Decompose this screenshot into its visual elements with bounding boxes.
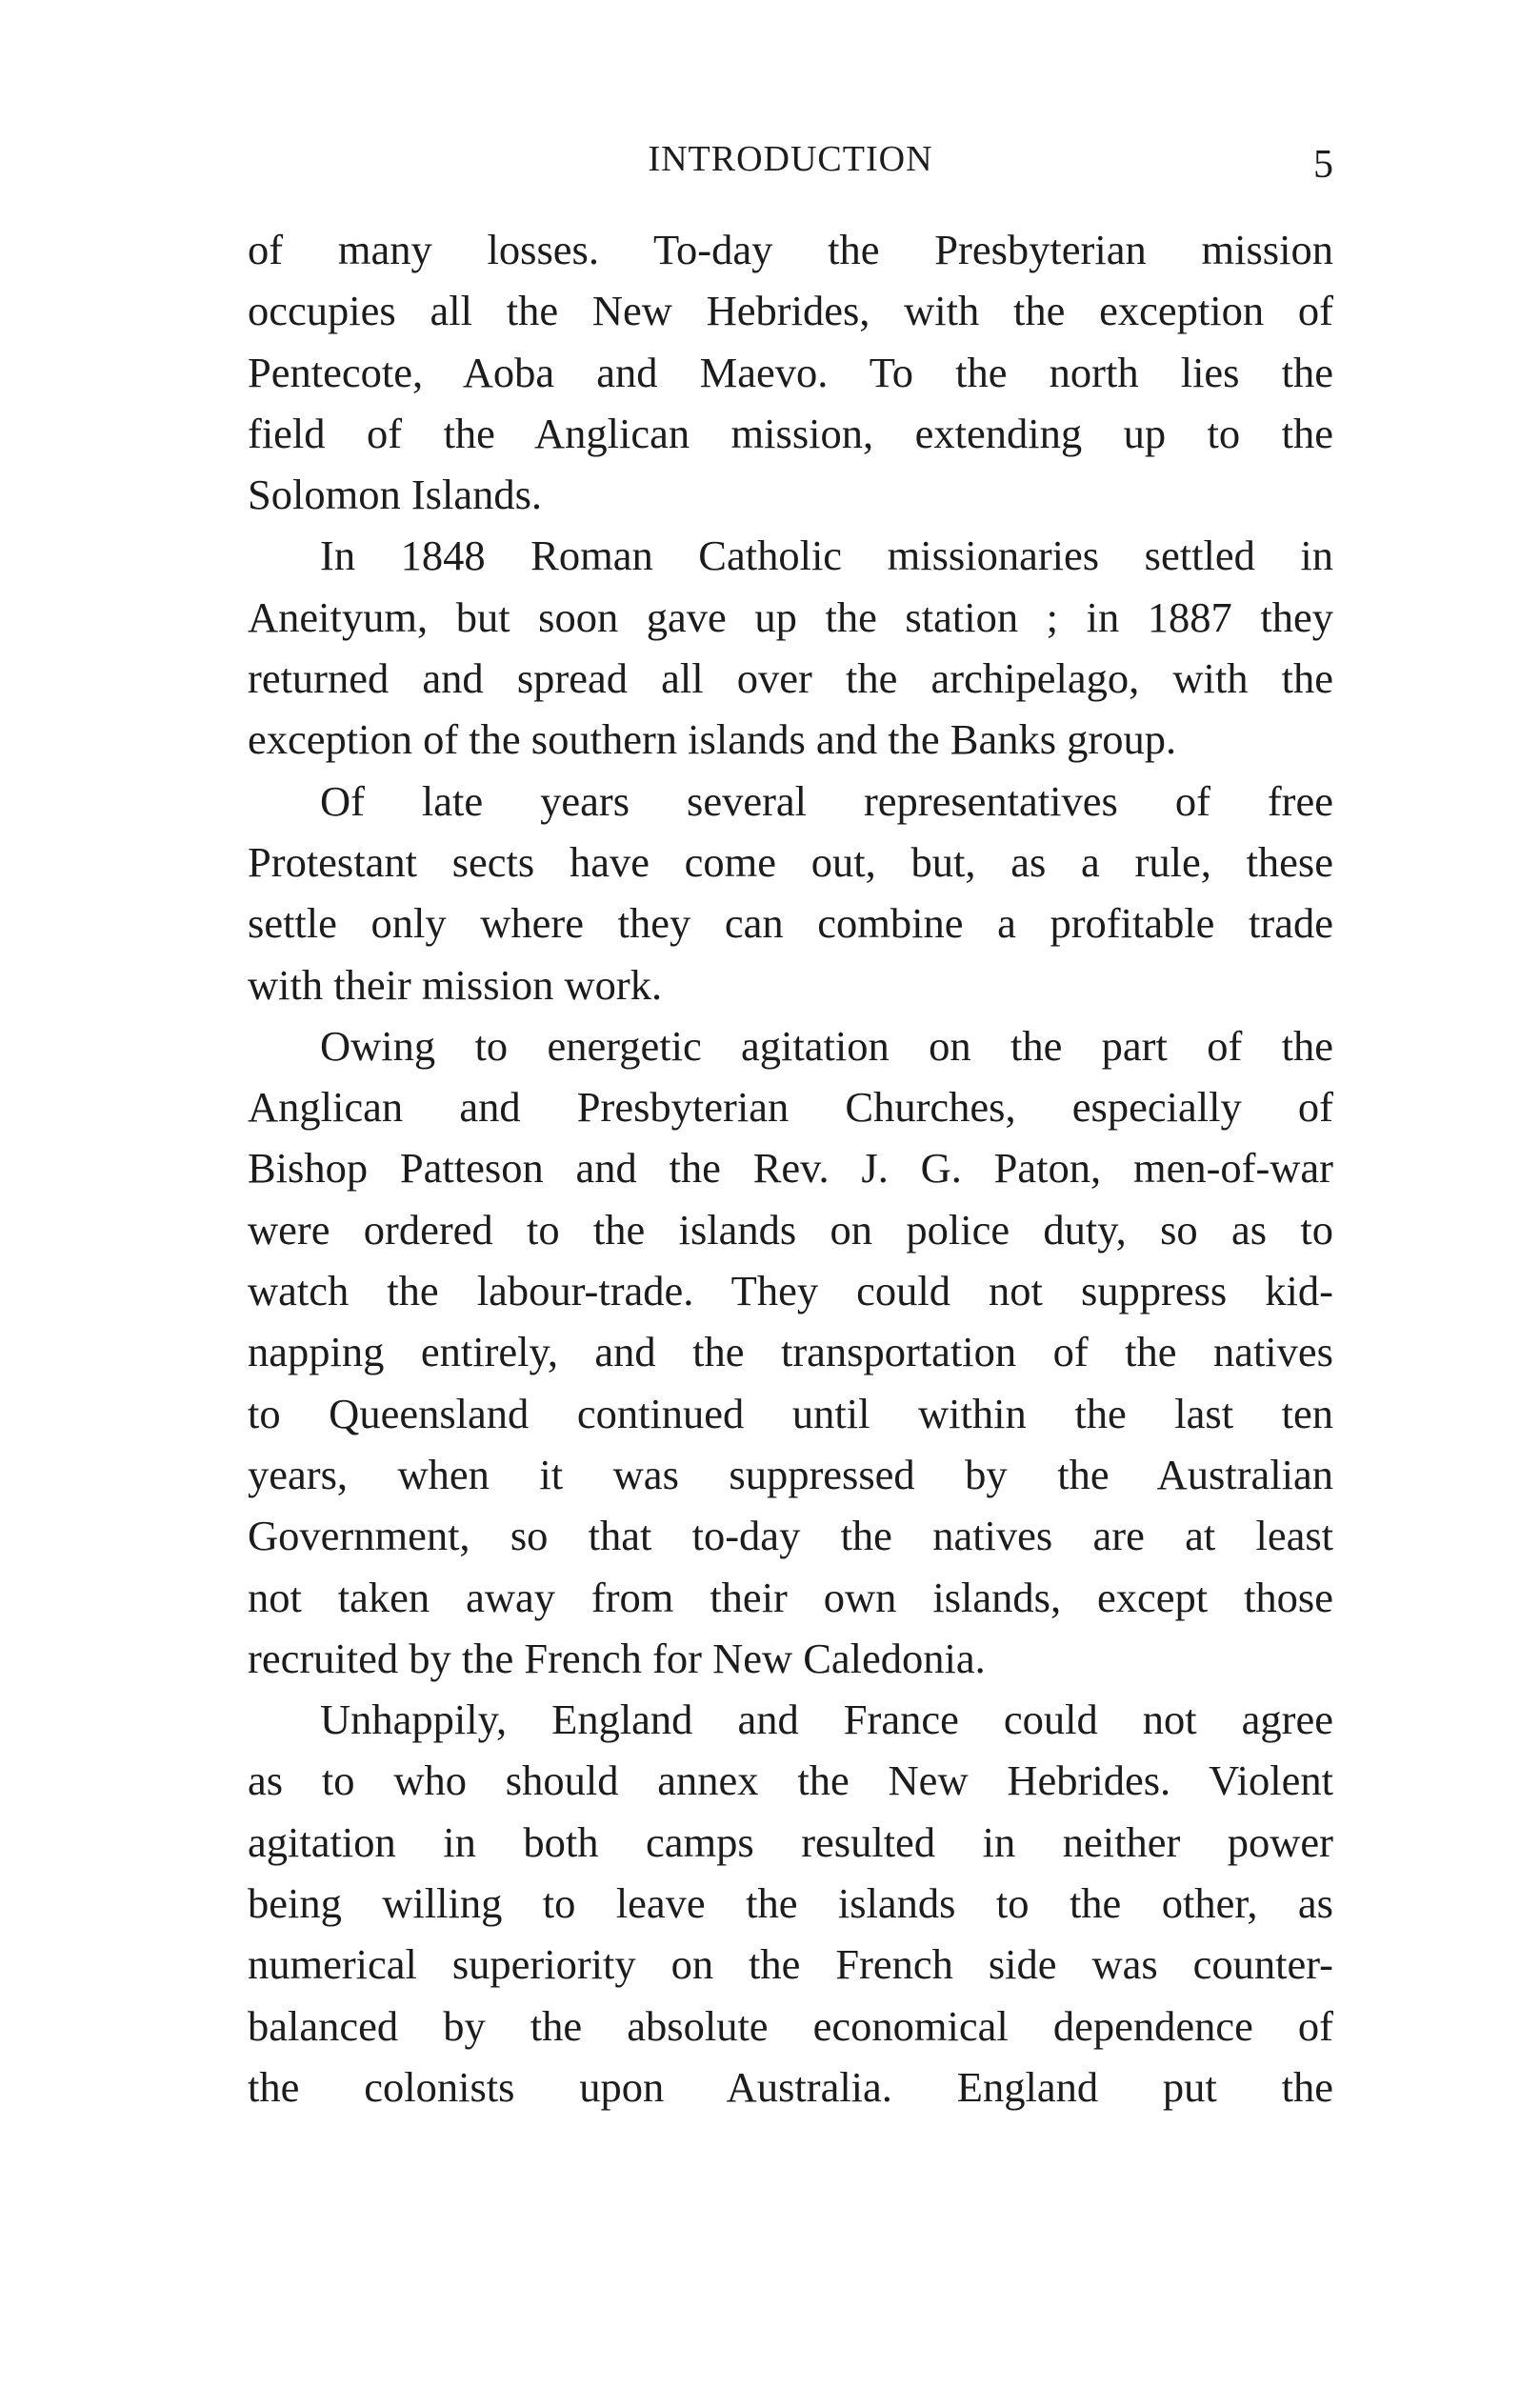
text-line: Unhappily, England and France could not agree xyxy=(320,1696,1333,1744)
text-line: In 1848 Roman Catholic missionaries settled in xyxy=(320,532,1333,580)
text-line: returned and spread all over the archipelago, with the xyxy=(248,654,1333,703)
text-line: Government, so that to-day the natives are at least xyxy=(248,1512,1333,1560)
text-line: the colonists upon Australia. England put the xyxy=(248,2062,1333,2111)
text-line: with their mission work. xyxy=(248,960,663,1009)
text-line: napping entirely, and the transportation of the natives xyxy=(248,1328,1333,1376)
text-line: Anglican and Presbyterian Churches, especially of xyxy=(248,1083,1333,1132)
text-line: not taken away from their own islands, except those xyxy=(248,1573,1333,1621)
text-line: to Queensland continued until within the last ten xyxy=(248,1389,1333,1437)
page-number: 5 xyxy=(1313,143,1333,187)
text-line: Owing to energetic agitation on the part of the xyxy=(320,1021,1333,1070)
running-title: INTRODUCTION xyxy=(648,139,933,179)
text-line: Aneityum, but soon gave up the station ; in 1887 they xyxy=(248,592,1333,641)
text-line: were ordered to the islands on police duty, so as to xyxy=(248,1205,1333,1254)
text-line: recruited by the French for New Caledonia. xyxy=(248,1634,986,1682)
paragraph xyxy=(248,1015,1333,1689)
text-line: agitation in both camps resulted in neither power xyxy=(248,1817,1333,1866)
text-line: as to who should annex the New Hebrides. Violent xyxy=(248,1756,1333,1805)
paragraph xyxy=(248,219,1333,525)
text-line: Pentecote, Aoba and Maevo. To the north lies the xyxy=(248,348,1333,396)
text-line: Bishop Patteson and the Rev. J. G. Paton, men-of-war xyxy=(248,1144,1333,1193)
body-text xyxy=(248,219,1333,2117)
text-line: occupies all the New Hebrides, with the exception of xyxy=(248,287,1333,335)
paragraph xyxy=(248,525,1333,770)
running-head xyxy=(248,136,1333,193)
text-line: settle only where they can combine a profitable trade xyxy=(248,899,1333,948)
text-line: Protestant sects have come out, but, as a rule, these xyxy=(248,837,1333,886)
text-line: being willing to leave the islands to the other, as xyxy=(248,1879,1333,1928)
text-line: Of late years several representatives of free xyxy=(320,776,1333,825)
text-line: watch the labour-trade. They could not suppress kid- xyxy=(248,1267,1333,1315)
text-line: field of the Anglican mission, extending up to the xyxy=(248,409,1333,457)
paragraph xyxy=(248,1689,1333,2117)
text-line: years, when it was suppressed by the Australian xyxy=(248,1450,1333,1498)
text-line: exception of the southern islands and the Banks group. xyxy=(248,715,1177,764)
text-line: balanced by the absolute economical dependence of xyxy=(248,2001,1333,2050)
text-line: numerical superiority on the French side was counter- xyxy=(248,1940,1333,1989)
paragraph xyxy=(248,771,1333,1015)
text-line: of many losses. To-day the Presbyterian mission xyxy=(248,226,1333,273)
text-line: Solomon Islands. xyxy=(248,471,543,519)
